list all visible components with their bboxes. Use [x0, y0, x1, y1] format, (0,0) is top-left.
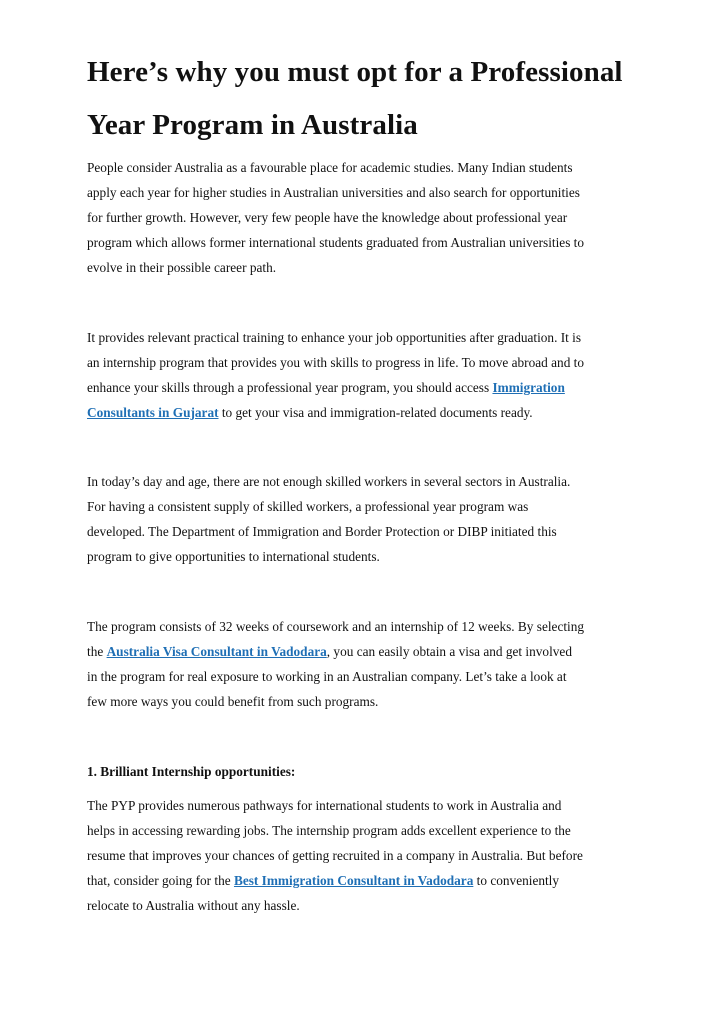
paragraph-line	[87, 400, 643, 425]
paragraph-line: It provides relevant practical training to enhance your job opportunities after graduation. It is	[87, 330, 582, 345]
paragraph-text: that, consider going for the	[87, 873, 234, 888]
paragraph-line: apply each year for higher studies in Australian universities and also search for opportunities	[87, 185, 580, 200]
title-line-2: Year Program in Australia	[87, 109, 418, 141]
paragraph-line: People consider Australia as a favourable place for academic studies. Many Indian students	[87, 160, 573, 175]
paragraph-program-details	[87, 614, 643, 714]
paragraph-line: in the program for real exposure to working in an Australian company. Let’s take a look at	[87, 669, 567, 684]
paragraph-text: to conveniently	[473, 873, 560, 888]
paragraph-training	[87, 325, 643, 425]
best-immigration-consultant-vadodara-link[interactable]: Best Immigration Consultant in Vadodara	[233, 873, 474, 888]
paragraph-line: The PYP provides numerous pathways for international students to work in Australia and	[87, 798, 562, 813]
paragraph-line: developed. The Department of Immigration and Border Protection or DIBP initiated this	[87, 524, 557, 539]
paragraph-text: , you can easily obtain a visa and get involved	[326, 644, 572, 659]
paragraph-line: For having a consistent supply of skilled workers, a professional year program was	[87, 499, 529, 514]
paragraph-line: resume that improves your chances of getting recruited in a company in Australia. But before	[87, 848, 583, 863]
paragraph-line: an internship program that provides you with skills to progress in life. To move abroad and to	[87, 355, 585, 370]
paragraph-line	[87, 639, 643, 664]
paragraph-line: few more ways you could benefit from such programs.	[87, 694, 379, 709]
paragraph-line	[87, 868, 643, 893]
paragraph-line: program which allows former international students graduated from Australian universities to	[87, 235, 585, 250]
paragraph-line	[87, 375, 643, 400]
paragraph-skilled-workers	[87, 469, 643, 569]
paragraph-line: evolve in their possible career path.	[87, 260, 277, 275]
paragraph-pyp-pathways	[87, 793, 643, 918]
paragraph-text: to get your visa and immigration-related documents ready.	[218, 405, 533, 420]
paragraph-line: relocate to Australia without any hassle.	[87, 898, 300, 913]
paragraph-text: the	[87, 644, 107, 659]
document-title	[87, 46, 647, 152]
paragraph-line: In today’s day and age, there are not enough skilled workers in several sectors in Australia.	[87, 474, 571, 489]
paragraph-text: enhance your skills through a professional year program, you should access	[87, 380, 493, 395]
title-line-1: Here’s why you must opt for a Professional	[87, 56, 623, 88]
paragraph-line: for further growth. However, very few people have the knowledge about professional year	[87, 210, 568, 225]
immigration-consultants-gujarat-link[interactable]: Immigration	[492, 380, 565, 395]
section-heading-internship: 1. Brilliant Internship opportunities:	[87, 764, 296, 779]
paragraph-line: The program consists of 32 weeks of coursework and an internship of 12 weeks. By selecting	[87, 619, 585, 634]
paragraph-intro	[87, 155, 643, 280]
paragraph-line: program to give opportunities to international students.	[87, 549, 380, 564]
australia-visa-consultant-vadodara-link[interactable]: Australia Visa Consultant in Vadodara	[106, 644, 327, 659]
paragraph-line: helps in accessing rewarding jobs. The internship program adds excellent experience to the	[87, 823, 571, 838]
immigration-consultants-gujarat-link-continued[interactable]: Consultants in Gujarat	[87, 405, 219, 420]
